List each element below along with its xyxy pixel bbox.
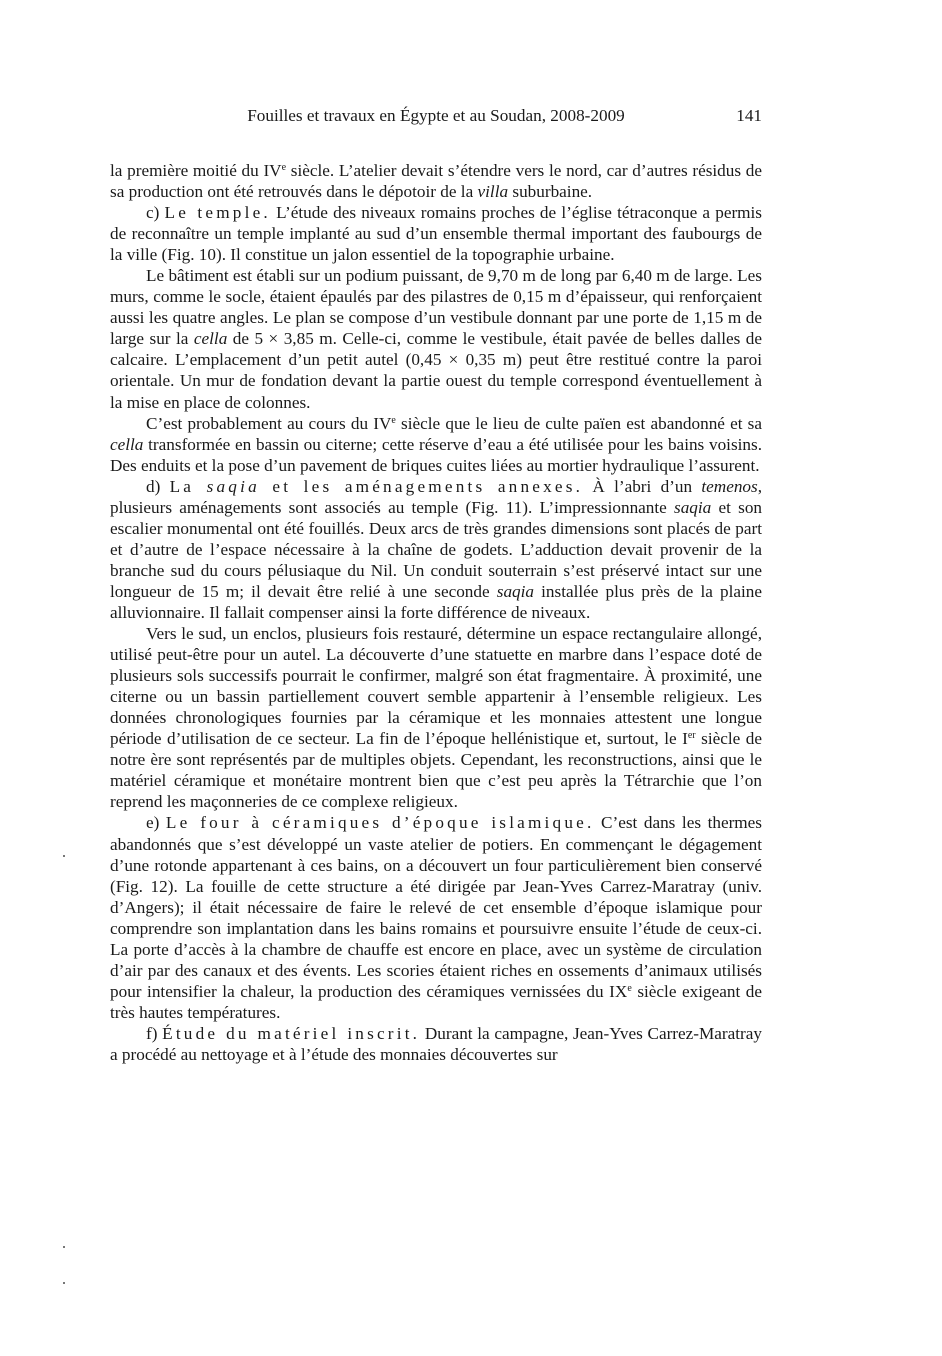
section-f-materiel: f) Étude du matériel inscrit. Durant la campagne, Jean-Yves Carrez-Maratray a procédé au nettoyage et à l’étude des monnaies découvertes sur bbox=[110, 1023, 763, 1064]
margin-speck bbox=[63, 1282, 65, 1284]
page-number: 141 bbox=[736, 106, 762, 125]
paragraph-batiment: Le bâtiment est établi sur un podium puissant, de 9,70 m de long par 6,40 m de large. Les murs, comme le socle, étaient épaulés par des pilastres de 0,15 m d’épaisseur, qui renforçaient aussi les quatre angles. Le plan se compose d’un vestibule donnant par une porte de 1,15 m de large sur la cella de 5 × 3,85 m. Celle-ci, comme le vestibule, était pavée de belles dalles de calcaire. L’emplacement d’un petit autel (0,45 × 0,35 m) peut être restitué contre la paroi orientale. Un mur de fondation devant la partie ouest du temple correspond éventuellement à la mise en place de colonnes. bbox=[110, 266, 763, 412]
section-title: Étude du matériel inscrit. bbox=[162, 1023, 421, 1043]
section-title: Le four à céramiques d’époque islamique. bbox=[165, 813, 595, 833]
section-e-four: e) Le four à céramiques d’époque islamique. C’est dans les thermes abandonnés que s’est développé un vaste atelier de potiers. En commençant le dégagement d’une rotonde appartenant à ces bains, on a découvert un four particulièrement bien conservé (Fig. 12). La fouille de cette structure a été dirigée par Jean-Yves Carrez-Maratray (univ. d’Angers); il était nécessaire de faire le relevé de cet ensemble d’époque islamique pour comprendre son implantation dans les bains romains et poursuivre ensuite l’étude de ceux-ci. La porte d’accès à la chambre de chauffe est encore en place, avec un système de circulation d’air par des canaux et des évents. Les scories étaient riches en ossements d’animaux utilisés pour intensifier la chaleur, la production des céramiques vernissées du IXe siècle exigeant de très hautes températures. bbox=[110, 813, 762, 1022]
paragraph-abandon: C’est probablement au cours du IVe siècle que le lieu de culte païen est abandonné et sa cella transformée en bassin ou citerne; cette réserve d’eau a été utilisée pour les bains voisins. Des enduits et la pose d’un pavement de briques cuites liées au mortier hydraulique l’assurent. bbox=[110, 413, 762, 475]
running-title: Fouilles et travaux en Égypte et au Soudan, 2008-2009 bbox=[247, 106, 625, 125]
page-header bbox=[110, 106, 762, 130]
section-label: d) bbox=[146, 476, 170, 496]
section-d-saqia: d) La saqia et les aménagements annexes. À l’abri d’un temenos, plusieurs aménagements sont associés au temple (Fig. 11). L’impressionnante saqia et son escalier monumental ont été fouillés. Deux arcs de très grandes dimensions sont placés de part et d’autre de l’espace nécessaire à la chaîne de godets. L’adduction devait provenir de la branche sud du cours pélusiaque du Nil. Un conduit souterrain s’est préservé intact sur une longueur de 15 m; il devait être relié à une seconde saqia installée plus près de la plaine alluvionnaire. Il fallait compenser ainsi la forte différence de niveaux. bbox=[110, 476, 763, 622]
section-title: Le temple. bbox=[164, 203, 271, 223]
paragraph-intro: la première moitié du IVe siècle. L’atelier devait s’étendre vers le nord, car d’autres résidus de sa production ont été retrouvés dans le dépotoir de la villa suburbaine. bbox=[110, 161, 763, 202]
section-c-temple: c) Le temple. L’étude des niveaux romains proches de l’église tétraconque a permis de reconnaître un temple implanté au sud d’un ensemble thermal important des faubourgs de la ville (Fig. 10). Il constitue un jalon essentiel de la topographie urbaine. bbox=[110, 203, 762, 265]
paragraph-enclos: Vers le sud, un enclos, plusieurs fois restauré, détermine un espace rectangulaire allongé, utilisé peut-être pour un autel. La découverte d’une statuette en marbre dans l’espace doté de plusieurs sols successifs pourrait le confirmer, malgré son état fragmentaire. À proximité, une citerne ou un bassin partiellement couvert semble appartenir à l’ensemble religieux. Les données chronologiques fournies par la céramique et les monnaies attestent une longue période d’utilisation de ce secteur. La fin de l’époque hellénistique et, surtout, le Ier siècle de notre ère sont représentés par de multiples objets. Cependant, les reconstructions, ainsi que le matériel céramique et monétaire montrent bien que c’est peu après la Tétrarchie que l’on reprend les maçonneries de ce complexe religieux. bbox=[110, 624, 762, 812]
section-label: f) bbox=[146, 1023, 163, 1043]
margin-speck bbox=[63, 1246, 65, 1248]
section-title: La saqia et les aménagements annexes. bbox=[169, 476, 584, 496]
section-label: e) bbox=[146, 813, 166, 833]
body-text bbox=[110, 160, 762, 1065]
section-label: c) bbox=[146, 203, 165, 223]
margin-speck bbox=[63, 855, 65, 857]
